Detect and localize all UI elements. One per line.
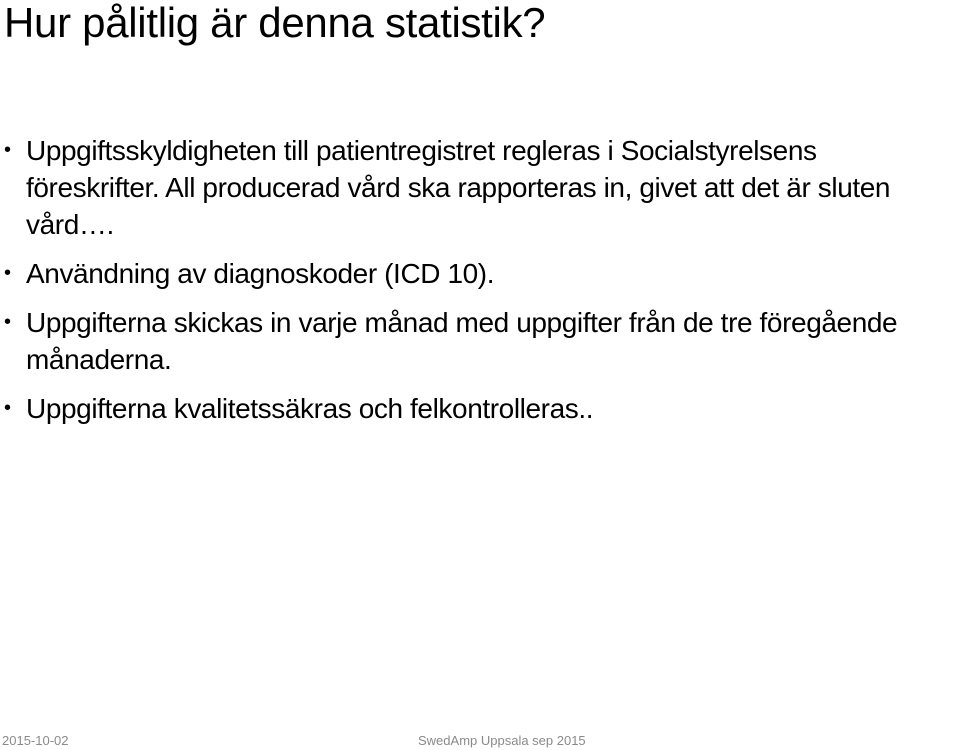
bullet-dot-icon: • <box>4 139 11 161</box>
bullet-dot-icon: • <box>4 397 11 419</box>
footer-text: SwedAmp Uppsala sep 2015 <box>418 733 586 748</box>
bullet-item <box>0 390 945 427</box>
bullet-item <box>0 304 945 378</box>
bullet-item <box>0 255 945 292</box>
bullet-text: Uppgifterna skickas in varje månad med uppgifter från de tre föregående månaderna. <box>26 307 898 375</box>
bullet-text: Användning av diagnoskoder (ICD 10). <box>26 258 495 289</box>
bullet-text: Uppgiftsskyldigheten till patientregistret regleras i Socialstyrelsens föreskrifter. All producerad vård ska rapporteras in, givet att det är sluten vård…. <box>26 135 891 240</box>
bullet-list <box>0 132 945 439</box>
bullet-dot-icon: • <box>4 262 11 284</box>
bullet-text: Uppgifterna kvalitetssäkras och felkontrolleras.. <box>26 393 594 424</box>
footer-date: 2015-10-02 <box>2 733 69 748</box>
bullet-item <box>0 132 945 243</box>
bullet-dot-icon: • <box>4 311 11 333</box>
slide-title: Hur pålitlig är denna statistik? <box>4 0 546 46</box>
